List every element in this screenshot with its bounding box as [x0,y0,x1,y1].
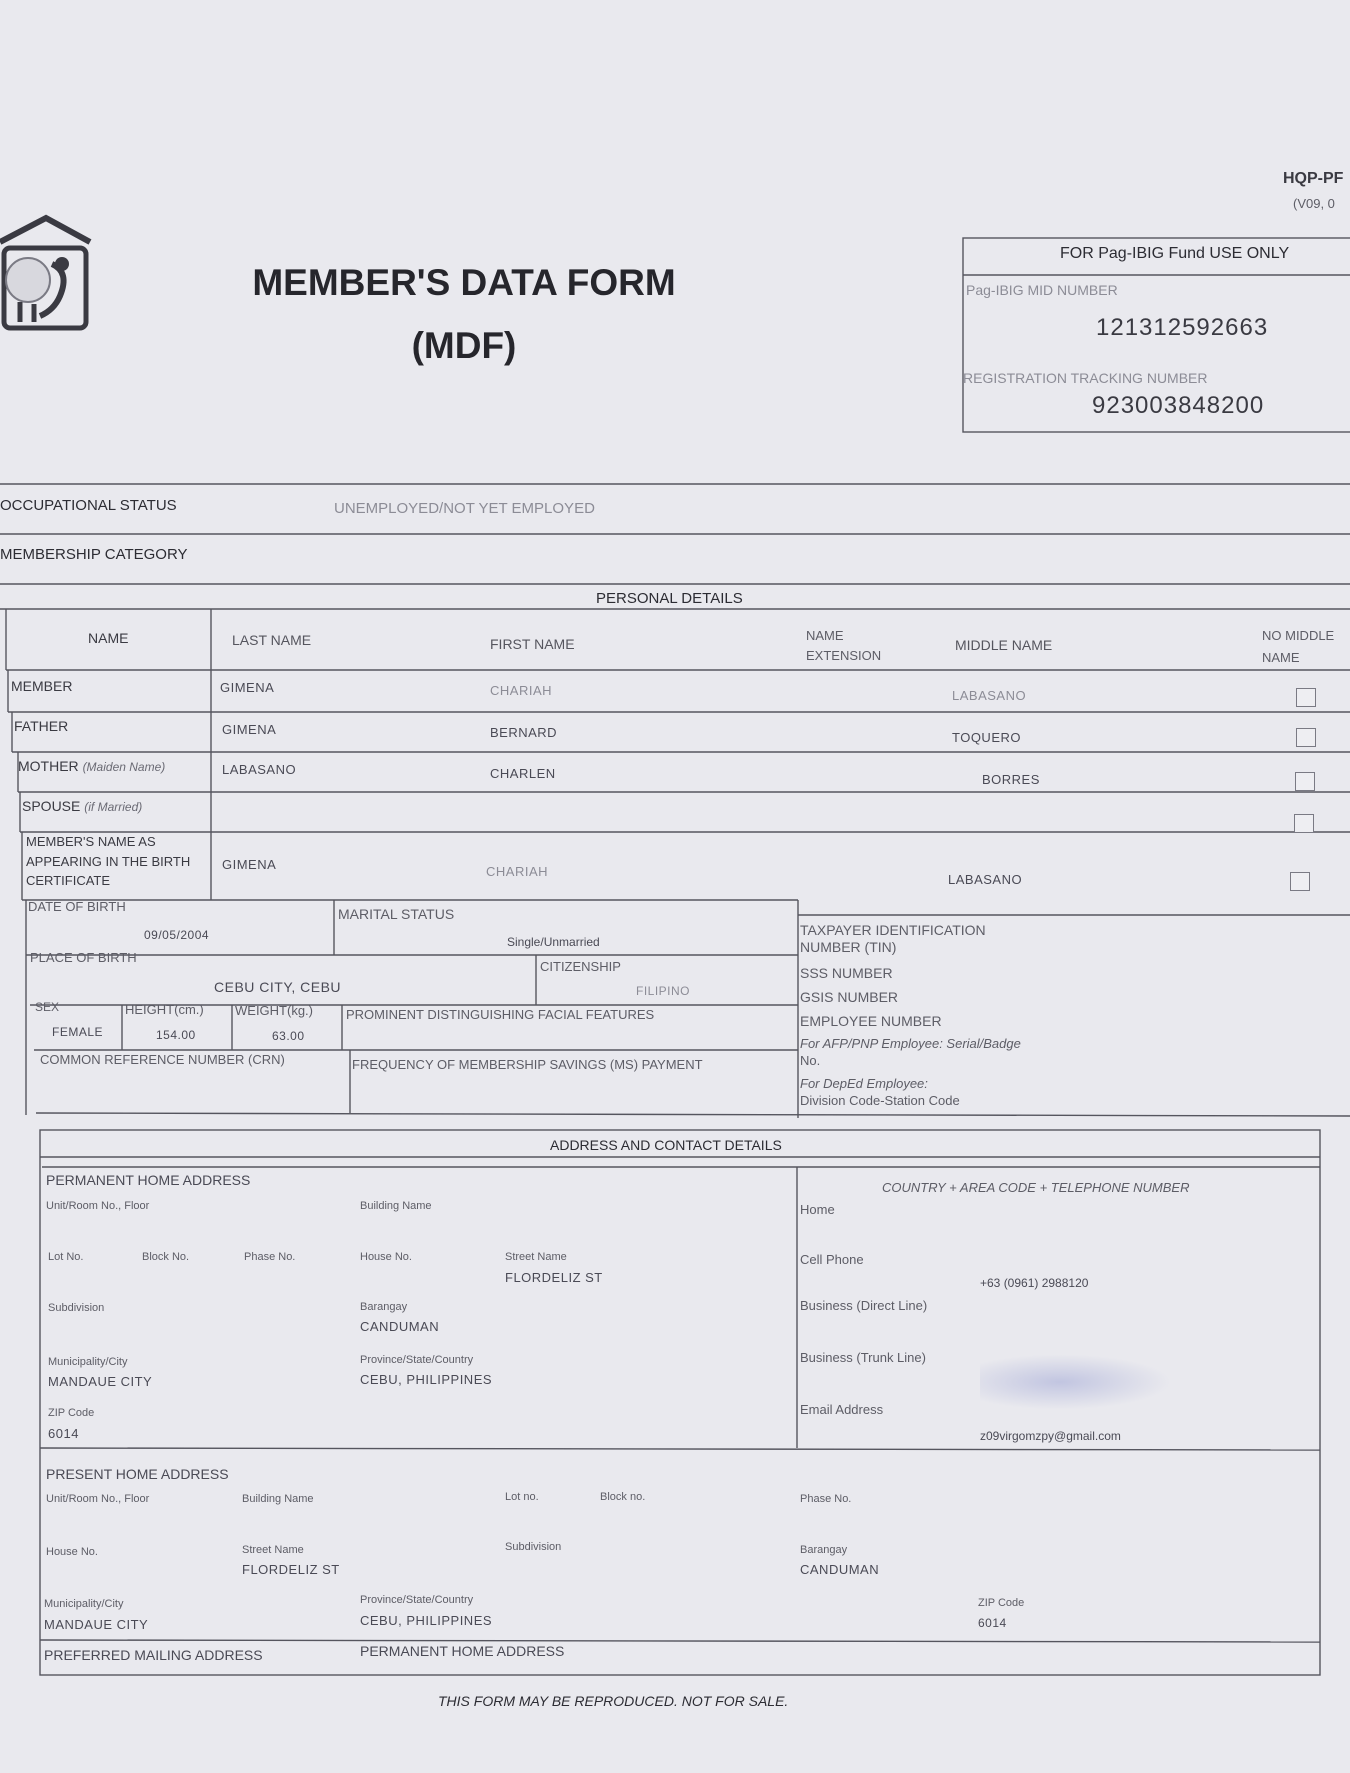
father-no-middle-checkbox[interactable] [1296,728,1316,747]
pob-value: CEBU CITY, CEBU [214,979,342,995]
occupational-status-label: OCCUPATIONAL STATUS [0,497,177,514]
mother-row-label [18,758,165,774]
member-first-name: CHARIAH [490,683,553,698]
father-last-name: GIMENA [222,722,277,737]
mother-label: MOTHER [18,758,79,774]
cell-phone-label: Cell Phone [800,1252,864,1267]
height-value: 154.00 [156,1028,196,1042]
birthcert-label-3: CERTIFICATE [26,873,111,888]
mother-label-note: (Maiden Name) [82,760,166,774]
spouse-label: SPOUSE [22,798,81,814]
col-middle-name: MIDDLE NAME [955,637,1053,653]
p-zip-label: ZIP Code [978,1597,1025,1609]
p-subdivision-label: Subdivision [505,1541,562,1553]
spouse-no-middle-checkbox[interactable] [1294,814,1314,833]
phase-label: Phase No. [244,1251,296,1263]
sex-value: FEMALE [52,1025,104,1039]
business-trunk-label: Business (Trunk Line) [800,1350,926,1365]
personal-details-heading: PERSONAL DETAILS [596,590,743,607]
tin-label-1: TAXPAYER IDENTIFICATION [800,922,986,938]
p-unit-label: Unit/Room No., Floor [46,1493,150,1505]
home-phone-label: Home [800,1202,835,1217]
building-label: Building Name [360,1200,432,1212]
member-no-middle-checkbox[interactable] [1296,688,1316,707]
address-heading: ADDRESS AND CONTACT DETAILS [550,1137,782,1153]
deped-label-2: Division Code-Station Code [800,1093,960,1108]
col-last-name: LAST NAME [232,632,312,648]
member-row-label: MEMBER [11,678,73,694]
mother-no-middle-checkbox[interactable] [1295,772,1315,791]
citizenship-value: FILIPINO [636,984,691,998]
dob-value: 09/05/2004 [144,928,210,942]
col-no-middle-name-2: NAME [1262,650,1300,665]
barangay-value: CANDUMAN [360,1319,440,1334]
email-label: Email Address [800,1402,884,1417]
p-house-label: House No. [46,1546,98,1558]
ms-frequency-label: FREQUENCY OF MEMBERSHIP SAVINGS (MS) PAYMENT [352,1057,703,1072]
mother-middle-name: BORRES [982,772,1040,787]
membership-category-label: MEMBERSHIP CATEGORY [0,546,188,563]
p-street-value: FLORDELIZ ST [242,1562,340,1577]
spouse-label-note: (if Married) [84,800,143,814]
rtn-label: REGISTRATION TRACKING NUMBER [963,370,1208,386]
city-label: Municipality/City [48,1356,128,1368]
col-no-middle-name-1: NO MIDDLE [1262,628,1335,643]
citizenship-label: CITIZENSHIP [540,959,621,974]
weight-label: WEIGHT(kg.) [235,1003,313,1018]
fund-use-heading: FOR Pag-IBIG Fund USE ONLY [1060,245,1290,262]
birthcert-no-middle-checkbox[interactable] [1290,872,1310,891]
col-name-extension-2: EXTENSION [806,648,882,663]
p-barangay-label: Barangay [800,1544,848,1556]
sss-label: SSS NUMBER [800,965,893,981]
zip-value: 6014 [48,1426,79,1441]
form-version: (V09, 0 [1293,196,1335,211]
zip-label: ZIP Code [48,1407,95,1419]
permanent-address-heading: PERMANENT HOME ADDRESS [46,1172,251,1188]
marital-status-value: Single/Unmarried [507,935,600,949]
deped-label: For DepEd Employee: [800,1076,928,1091]
form-subtitle: (MDF) [411,325,517,366]
afp-pnp-label: For AFP/PNP Employee: Serial/Badge [800,1036,1021,1051]
sex-label: SEX [35,1000,60,1014]
col-name-extension-1: NAME [806,628,844,643]
tin-label-2: NUMBER (TIN) [800,939,897,955]
p-street-label: Street Name [242,1544,304,1556]
birthcert-label-1: MEMBER'S NAME AS [26,834,156,849]
col-name: NAME [88,630,129,646]
block-label: Block No. [142,1251,190,1263]
barangay-label: Barangay [360,1301,408,1313]
rtn-value: 923003848200 [1092,392,1265,419]
mother-last-name: LABASANO [222,762,297,777]
p-block-label: Block no. [600,1491,646,1503]
p-zip-value: 6014 [978,1616,1007,1630]
mailing-value: PERMANENT HOME ADDRESS [360,1643,565,1659]
mid-number-value: 121312592663 [1096,314,1269,341]
ink-smudge [980,1352,1180,1412]
dob-label: DATE OF BIRTH [28,899,126,914]
province-value: CEBU, PHILIPPINES [360,1372,493,1387]
mother-first-name: CHARLEN [490,766,556,781]
pag-ibig-logo [0,212,92,342]
pob-label: PLACE OF BIRTH [30,950,137,965]
house-label: House No. [360,1251,412,1263]
street-label: Street Name [505,1251,567,1263]
col-first-name: FIRST NAME [490,636,575,652]
city-value: MANDAUE CITY [48,1374,153,1389]
birthcert-last-name: GIMENA [222,857,277,872]
mailing-label: PREFERRED MAILING ADDRESS [44,1647,263,1663]
p-barangay-value: CANDUMAN [800,1562,880,1577]
present-address-heading: PRESENT HOME ADDRESS [46,1466,229,1482]
father-row-label: FATHER [14,718,69,734]
member-middle-name: LABASANO [952,688,1027,703]
p-phase-label: Phase No. [800,1493,852,1505]
facial-features-label: PROMINENT DISTINGUISHING FACIAL FEATURES [346,1007,655,1022]
subdivision-label: Subdivision [48,1302,105,1314]
employee-number-label: EMPLOYEE NUMBER [800,1013,942,1029]
form-title: MEMBER'S DATA FORM [252,262,676,303]
crn-label: COMMON REFERENCE NUMBER (CRN) [40,1052,285,1067]
email-value: z09virgomzpy@gmail.com [980,1429,1121,1443]
business-direct-label: Business (Direct Line) [800,1298,928,1313]
birthcert-first-name: CHARIAH [486,864,549,879]
street-value: FLORDELIZ ST [505,1270,603,1285]
weight-value: 63.00 [272,1029,305,1043]
afp-pnp-label-2: No. [800,1053,821,1068]
footer-note: THIS FORM MAY BE REPRODUCED. NOT FOR SALE. [438,1693,789,1709]
father-first-name: BERNARD [490,725,558,740]
p-city-label: Municipality/City [44,1598,124,1610]
p-city-value: MANDAUE CITY [44,1617,149,1632]
father-middle-name: TOQUERO [952,730,1021,745]
p-lot-label: Lot no. [505,1491,539,1503]
spouse-row-label [22,798,142,814]
member-last-name: GIMENA [220,680,275,695]
p-building-label: Building Name [242,1493,314,1505]
mid-number-label: Pag-IBIG MID NUMBER [966,282,1118,298]
lot-label: Lot No. [48,1251,84,1263]
height-label: HEIGHT(cm.) [125,1002,204,1017]
occupational-status-value: UNEMPLOYED/NOT YET EMPLOYED [334,500,595,517]
marital-status-label: MARITAL STATUS [338,906,455,922]
p-province-label: Province/State/Country [360,1594,474,1606]
cell-phone-value: +63 (0961) 2988120 [980,1276,1089,1290]
gsis-label: GSIS NUMBER [800,989,899,1005]
birthcert-middle-name: LABASANO [948,872,1023,887]
contact-heading: COUNTRY + AREA CODE + TELEPHONE NUMBER [882,1180,1190,1195]
province-label: Province/State/Country [360,1354,474,1366]
form-code: HQP-PF [1283,170,1344,187]
birthcert-label-2: APPEARING IN THE BIRTH [26,854,191,869]
p-province-value: CEBU, PHILIPPINES [360,1613,493,1628]
unit-label: Unit/Room No., Floor [46,1200,150,1212]
